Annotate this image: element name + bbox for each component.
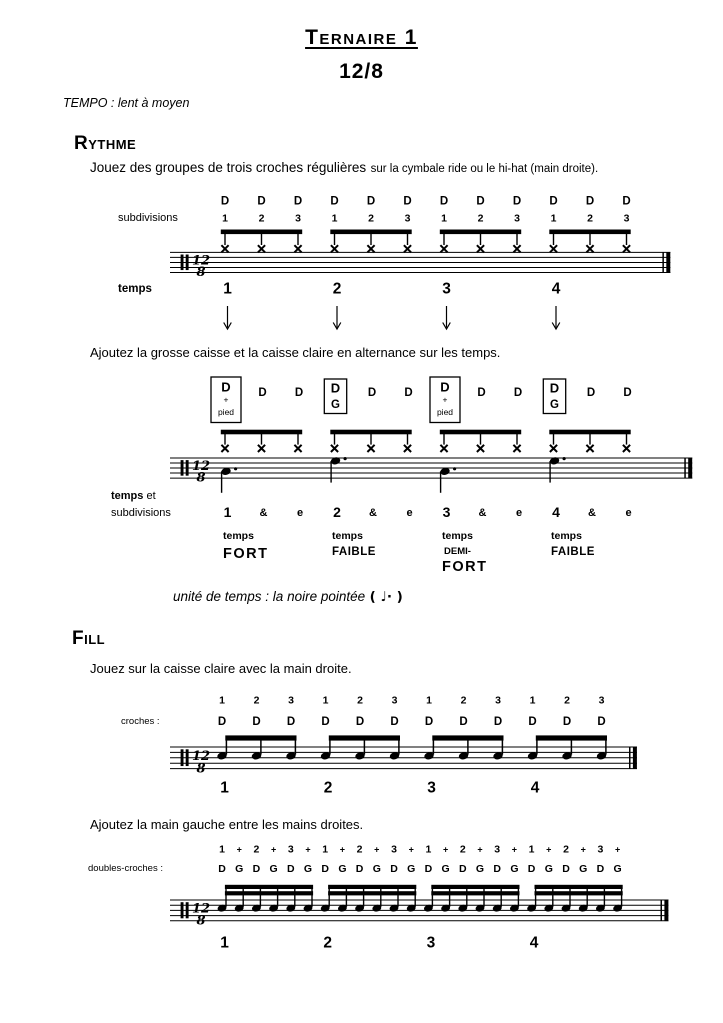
subdivision-count: + xyxy=(511,844,518,855)
beat-number: 4 xyxy=(529,934,539,952)
hand-letter: G xyxy=(475,862,485,875)
accent-word: temps xyxy=(551,530,582,542)
hand-letter: D xyxy=(549,195,558,208)
subdivision-count: e xyxy=(625,507,632,519)
system3-notation xyxy=(170,695,637,797)
hand-letter: D xyxy=(622,195,631,208)
hand-letter: D xyxy=(493,716,503,728)
hand-letter: D xyxy=(424,716,434,728)
hand-letter: G xyxy=(407,862,416,875)
hand-letter: G xyxy=(331,399,340,411)
subdivision-count: 2 xyxy=(258,212,265,225)
subdivision-count: e xyxy=(515,507,523,519)
subdivision-count: 1 xyxy=(425,843,432,856)
beat-number: 2 xyxy=(332,280,342,298)
subdivision-count: + xyxy=(270,844,277,855)
subdivision-count: 3 xyxy=(494,843,501,856)
hand-letter: D xyxy=(476,195,485,208)
hand-letter: D xyxy=(221,379,231,395)
subdivision-count: 2 xyxy=(459,843,466,856)
subdivision-count: e xyxy=(406,507,413,519)
subdivision-count: & xyxy=(588,507,596,519)
doubles-croches-label: doubles-croches : xyxy=(88,863,163,874)
hand-letter: G xyxy=(550,399,559,411)
subdivision-count: 1 xyxy=(426,694,432,707)
tempo-line: TEMPO : lent à moyen xyxy=(63,96,190,110)
accent-strength: DEMI- xyxy=(444,546,471,557)
beat-number: 3 xyxy=(442,280,451,298)
plus-sign: + xyxy=(442,394,448,405)
time-signature-top: 12 xyxy=(191,748,211,764)
beat-number: 1 xyxy=(223,280,232,298)
rythme-instruction-1-detail: sur la cymbale ride ou le hi-hat (main droite). xyxy=(370,163,599,175)
hand-letter: G xyxy=(579,862,588,875)
subdivision-count: 2 xyxy=(477,212,484,225)
subdivision-count: 2 xyxy=(253,694,260,707)
subdivision-count: 3 xyxy=(597,843,604,856)
time-signature-bottom: 8 xyxy=(196,470,206,486)
beat-count: 1 xyxy=(223,504,232,520)
hand-letter: D xyxy=(513,387,523,399)
subdivision-count: 2 xyxy=(587,212,593,225)
page-title: Ternaire 1 xyxy=(305,26,418,49)
accent-word: temps xyxy=(223,530,254,542)
time-signature-top: 12 xyxy=(191,253,211,269)
hand-letter: D xyxy=(367,387,377,399)
subdivision-count: 3 xyxy=(288,694,294,707)
subdivision-count: 3 xyxy=(495,694,501,707)
time-signature-heading: 12/8 xyxy=(339,60,384,83)
time-signature-top: 12 xyxy=(191,458,211,474)
subdivision-count: & xyxy=(259,507,268,519)
subdivision-count: 2 xyxy=(368,212,374,225)
subdivision-count: + xyxy=(477,844,483,855)
hand-letter: D xyxy=(330,380,341,396)
beat-number: 4 xyxy=(530,779,540,797)
temps-label: temps xyxy=(118,283,152,295)
accent-strength-2: FORT xyxy=(442,559,488,575)
subdivision-count: 3 xyxy=(391,843,397,856)
subdivision-count: + xyxy=(408,844,414,855)
system1-notation xyxy=(170,196,670,330)
subdivision-count: 1 xyxy=(331,212,338,225)
pied-label: pied xyxy=(436,407,454,417)
hand-letter: D xyxy=(597,716,606,728)
section-heading-rythme: Rythme xyxy=(74,133,137,154)
hand-letter: D xyxy=(355,716,365,728)
hand-letter: G xyxy=(235,862,244,875)
dotted-quarter-note-icon: ( ♩· ) xyxy=(369,589,403,605)
hand-letter: D xyxy=(562,862,570,875)
rythme-instruction-2: Ajoutez la grosse caisse et la caisse claire en alternance sur les temps. xyxy=(90,345,501,360)
hand-letter: D xyxy=(493,862,501,875)
unit-text: unité de temps : la noire pointée xyxy=(173,589,366,604)
subdivision-count: + xyxy=(442,844,449,855)
hand-letter: D xyxy=(586,387,596,399)
hand-letter: D xyxy=(390,716,399,728)
hand-letter: D xyxy=(549,380,560,396)
time-signature-bottom: 8 xyxy=(196,761,206,777)
accent-word: temps xyxy=(442,530,473,542)
hand-letter: D xyxy=(257,195,266,208)
hand-letter: G xyxy=(441,862,450,875)
beat-number: 2 xyxy=(323,934,333,952)
hand-letter: G xyxy=(613,862,622,875)
subdivision-count: 1 xyxy=(219,843,225,856)
hand-letter: G xyxy=(544,862,553,875)
hand-letter: D xyxy=(596,862,605,875)
hand-letter: D xyxy=(440,379,450,395)
subdivision-count: 3 xyxy=(623,212,630,225)
subdivision-count: 2 xyxy=(357,694,363,707)
subdivision-count: 1 xyxy=(219,694,225,707)
subdivision-count: 2 xyxy=(356,843,363,856)
beat-number: 2 xyxy=(323,779,333,797)
hand-letter: G xyxy=(510,862,519,875)
hand-letter: D xyxy=(286,716,296,728)
subdivision-count: 1 xyxy=(322,843,329,856)
section-heading-fill: Fill xyxy=(72,628,106,649)
hand-letter: D xyxy=(252,862,261,875)
hand-letter: D xyxy=(252,716,261,728)
hand-letter: D xyxy=(366,195,376,208)
subdivision-count: + xyxy=(236,844,242,855)
subdivision-count: 2 xyxy=(460,694,467,707)
subdivision-count: 1 xyxy=(528,843,535,856)
hand-letter: D xyxy=(439,195,449,208)
hand-letter: D xyxy=(220,195,230,208)
hand-letter: D xyxy=(403,195,412,208)
beat-number: 1 xyxy=(220,934,229,952)
subdivision-count: 1 xyxy=(441,212,447,225)
subdivision-count: 3 xyxy=(514,212,520,225)
subdivision-count: 3 xyxy=(391,694,398,707)
hand-letter: D xyxy=(258,387,267,399)
hand-letter: D xyxy=(294,387,304,399)
hand-letter: D xyxy=(585,195,595,208)
beat-count: 2 xyxy=(333,504,341,520)
fill-instruction-1: Jouez sur la caisse claire avec la main droite. xyxy=(90,661,352,676)
subdivision-count: 1 xyxy=(322,694,329,707)
hand-letter: D xyxy=(321,716,330,728)
hand-letter: D xyxy=(512,195,522,208)
beat-number: 4 xyxy=(551,280,561,298)
plus-sign: + xyxy=(223,394,229,405)
hand-letter: D xyxy=(217,716,227,728)
subdivisions-label-2: subdivisions xyxy=(111,507,171,519)
hand-letter: D xyxy=(527,862,536,875)
temps-label-bold: temps xyxy=(111,490,144,502)
subdivision-count: + xyxy=(339,844,346,855)
hand-letter: D xyxy=(424,862,433,875)
time-signature-bottom: 8 xyxy=(196,265,206,281)
hand-letter: D xyxy=(330,195,339,208)
subdivision-count: 1 xyxy=(529,694,536,707)
time-signature-bottom: 8 xyxy=(196,913,206,929)
subdivision-count: 2 xyxy=(564,694,570,707)
croches-label: croches : xyxy=(121,716,160,727)
system4-notation xyxy=(170,844,669,952)
subdivision-count: & xyxy=(478,507,487,519)
subdivision-count: 1 xyxy=(222,212,228,225)
pied-label: pied xyxy=(217,407,235,417)
hand-letter: D xyxy=(459,716,468,728)
temps-label-rest: et xyxy=(143,490,156,502)
subdivision-count: 3 xyxy=(598,694,605,707)
hand-letter: D xyxy=(477,387,486,399)
accent-strength: FAIBLE xyxy=(332,546,376,558)
beat-number: 3 xyxy=(427,779,436,797)
hand-letter: D xyxy=(218,862,226,875)
hand-letter: D xyxy=(459,862,467,875)
subdivision-count: + xyxy=(614,844,621,855)
subdivision-count: 3 xyxy=(287,843,294,856)
subdivision-count: 2 xyxy=(563,843,569,856)
subdivision-count: & xyxy=(369,507,377,519)
beat-number: 3 xyxy=(426,934,436,952)
subdivision-count: 3 xyxy=(295,212,301,225)
subdivision-count: + xyxy=(580,844,586,855)
subdivisions-label: subdivisions xyxy=(118,212,178,224)
hand-letter: G xyxy=(338,862,347,875)
hand-letter: D xyxy=(404,387,413,399)
hand-letter: D xyxy=(562,716,572,728)
hand-letter: D xyxy=(390,862,398,875)
fill-instruction-2: Ajoutez la main gauche entre les mains droites. xyxy=(90,817,364,832)
subdivision-count: 3 xyxy=(404,212,411,225)
hand-letter: D xyxy=(528,716,537,728)
hand-letter: D xyxy=(293,195,303,208)
accent-strength: FAIBLE xyxy=(551,546,595,558)
hand-letter: G xyxy=(303,862,313,875)
subdivision-count: 1 xyxy=(550,212,557,225)
subdivision-count: + xyxy=(546,844,552,855)
beat-count: 3 xyxy=(442,504,451,520)
hand-letter: D xyxy=(355,862,364,875)
accent-word: temps xyxy=(332,530,363,542)
accent-strength: FORT xyxy=(223,546,269,562)
hand-letter: G xyxy=(372,862,381,875)
subdivision-count: 2 xyxy=(253,843,260,856)
subdivision-count: + xyxy=(374,844,380,855)
subdivision-count: e xyxy=(296,507,304,519)
hand-letter: G xyxy=(269,862,278,875)
beat-count: 4 xyxy=(552,504,560,520)
rythme-instruction-1-main: Jouez des groupes de trois croches régulières xyxy=(90,160,367,175)
time-signature-top: 12 xyxy=(191,901,211,917)
hand-letter: D xyxy=(623,387,632,399)
subdivision-count: + xyxy=(305,844,311,855)
hand-letter: D xyxy=(287,862,295,875)
system2-notation xyxy=(170,377,692,520)
beat-number: 1 xyxy=(220,779,229,797)
hand-letter: D xyxy=(321,862,329,875)
